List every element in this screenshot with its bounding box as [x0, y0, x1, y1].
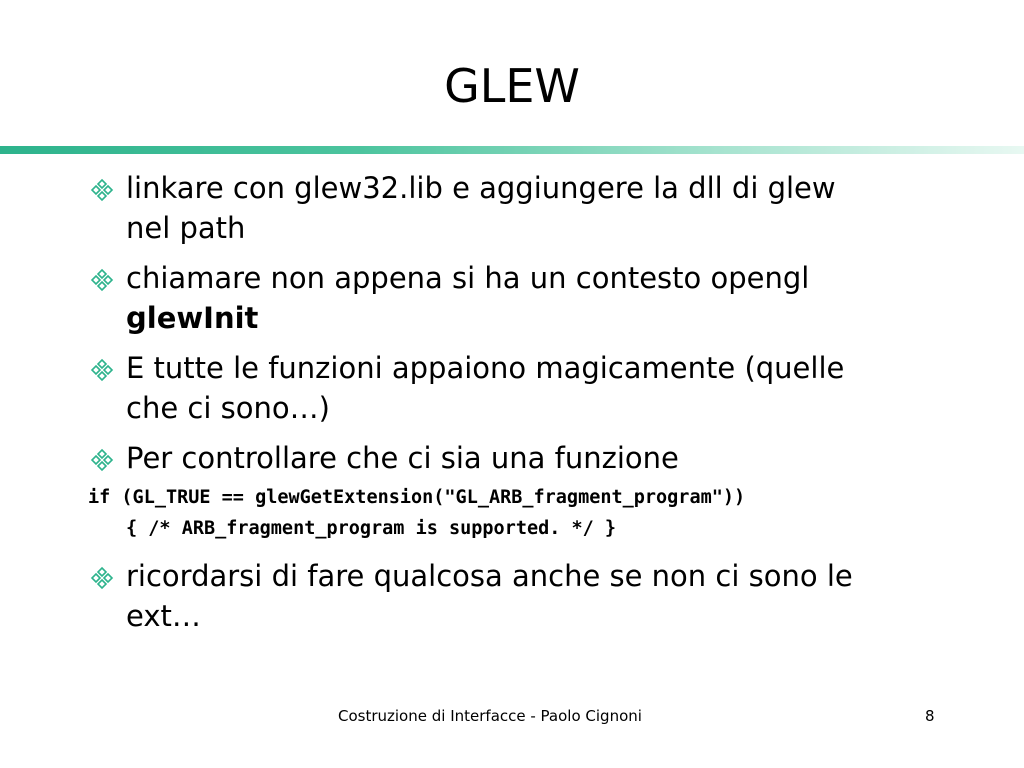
bullet-text [126, 438, 998, 478]
four-diamond-bullet-icon [90, 268, 114, 292]
four-diamond-bullet-icon [90, 178, 114, 202]
bullet-line: E tutte le funzioni appaiono magicamente (quelle [126, 351, 845, 385]
bullet-line: Per controllare che ci sia una funzione [126, 441, 679, 475]
slide-content [88, 168, 998, 646]
bullet-line: chiamare non appena si ha un contesto opengl [126, 261, 810, 295]
bullet-text [126, 168, 998, 248]
bullet-line: nel path [126, 211, 246, 245]
bullet-line-bold: glewInit [126, 301, 259, 335]
code-snippet [88, 482, 998, 544]
bullet-text [126, 348, 998, 428]
bullet-item [88, 168, 998, 248]
four-diamond-bullet-icon [90, 448, 114, 472]
bullet-item [88, 556, 998, 636]
title-divider [0, 146, 1024, 154]
bullet-item [88, 258, 998, 338]
four-diamond-bullet-icon [90, 566, 114, 590]
slide-title: GLEW [444, 59, 580, 113]
code-line: { /* ARB_fragment_program is supported. */ } [126, 518, 617, 539]
bullet-line: ricordarsi di fare qualcosa anche se non ci sono le [126, 559, 853, 593]
bullet-text [126, 258, 998, 338]
bullet-item [88, 438, 998, 478]
bullet-line: linkare con glew32.lib e aggiungere la dll di glew [126, 171, 836, 205]
bullet-line: ext… [126, 599, 201, 633]
bullet-item [88, 348, 998, 428]
footer-text: Costruzione di Interfacce - Paolo Cignoni [338, 707, 642, 725]
code-line: if (GL_TRUE == glewGetExtension("GL_ARB_fragment_program")) [88, 487, 746, 508]
page-number: 8 [925, 707, 935, 725]
bullet-text [126, 556, 998, 636]
bullet-line: che ci sono…) [126, 391, 330, 425]
four-diamond-bullet-icon [90, 358, 114, 382]
